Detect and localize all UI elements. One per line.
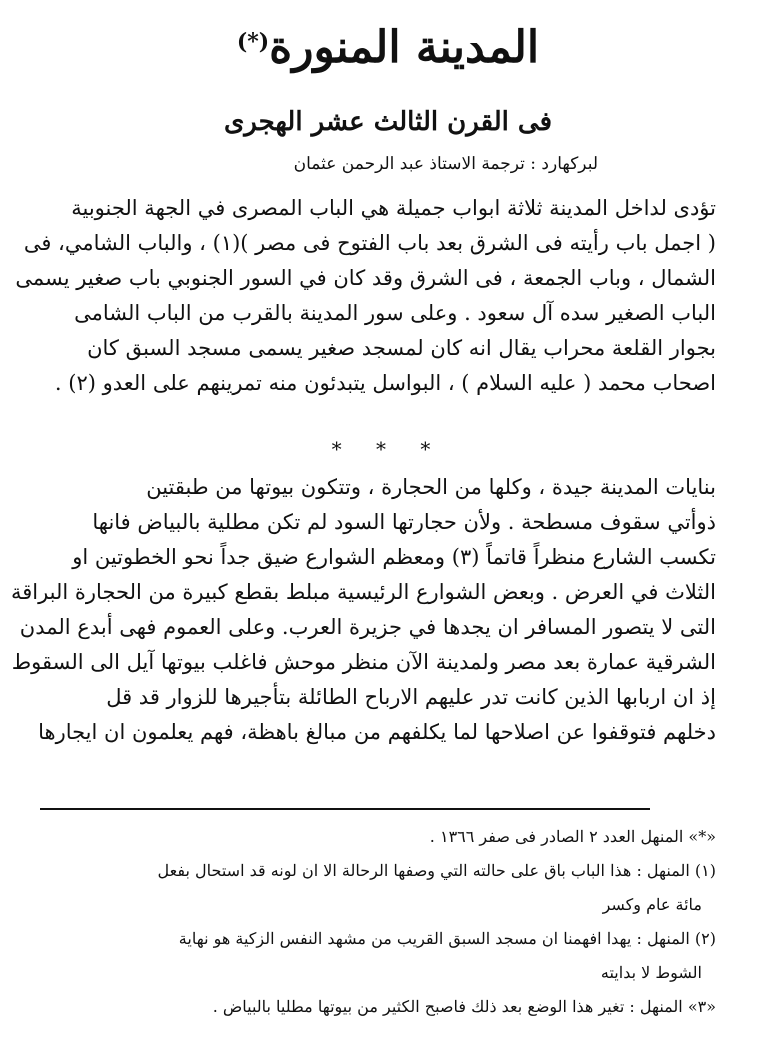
author-translator-byline: لبركهارد : ترجمة الاستاذ عبد الرحمن عثمان (293, 154, 598, 174)
paragraph-line: إذ ان اربابها الذين كانت تدر عليهم الارباح الطائلة بتأجيرها للزوار قد قل (106, 685, 716, 709)
footnote-2-continued: الشوط لا بدايته (600, 963, 702, 982)
footnote-2: (٢) المنهل : يهدا افهمنا ان مسجد السبق القريب من مشهد النفس الزكية هو نهاية (178, 929, 716, 948)
paragraph-line: تكسب الشارع منظراً قاتماً (٣) ومعظم الشوارع ضيق جداً نحو الخطوتين او (72, 545, 716, 569)
paragraph-line: الشرقية عمارة بعد مصر ولمدينة الآن منظر موحش فاغلب بيوتها آيل الى السقوط (11, 650, 716, 674)
paragraph-line: الباب الصغير سده آل سعود . وعلى سور المدينة بالقرب من الباب الشامى (74, 301, 716, 325)
footnotes (56, 820, 716, 1024)
footnote-1-continued: مائة عام وكسر (602, 895, 702, 914)
paragraph-line: ( اجمل باب رأيته فى الشرق بعد باب الفتوح فى مصر )(١) ، والباب الشامي، فى (23, 231, 716, 255)
paragraph-line: بجوار القلعة محراب يقال انه كان لمسجد صغير يسمى مسجد السبق كان (87, 336, 716, 360)
paragraph-line: تؤدى لداخل المدينة ثلاثة ابواب جميلة هي الباب المصرى في الجهة الجنوبية (71, 196, 716, 220)
paragraph-line: بنايات المدينة جيدة ، وكلها من الحجارة ، وتتكون بيوتها من طبقتين (146, 475, 716, 499)
section-separator: * * * (331, 437, 445, 461)
paragraph-city-gates (15, 191, 716, 401)
paragraph-line: اصحاب محمد ( عليه السلام ) ، البواسل يتبدئون منه تمرينهم على العدو (٢) . (54, 371, 716, 395)
paragraph-line: دخلهم فتوقفوا عن اصلاحها لما يكلفهم من مبالغ باهظة، فهم يعلمون ان ايجارها (38, 720, 716, 744)
footnote-divider (40, 808, 650, 810)
paragraph-line: ذوأتي سقوف مسطحة . ولأن حجارتها السود لم تكن مطلية بالبياض فانها (92, 510, 716, 534)
article-title (0, 18, 776, 78)
article-subtitle: فى القرن الثالث عشر الهجرى (223, 107, 553, 137)
title-footnote-mark: (*) (236, 29, 270, 55)
title-text: المدينة المنورة (269, 22, 540, 73)
paragraph-line: الشمال ، وباب الجمعة ، فى الشرق وقد كان في السور الجنوبي باب صغير يسمى (15, 266, 716, 290)
paragraph-line: التى لا يتصور المسافر ان يجدها في جزيرة العرب. وعلى العموم فهى أبدع المدن (19, 615, 716, 639)
paragraph-city-buildings (10, 470, 716, 750)
footnote-1: (١) المنهل : هذا الباب باق على حالته التي وصفها الرحالة الا ان لونه قد استحال بفعل (157, 861, 716, 880)
footnote-source: «*» المنهل العدد ٢ الصادر فى صفر ١٣٦٦ . (429, 827, 716, 846)
paragraph-line: الثلاث في العرض . وبعض الشوارع الرئيسية مبلط بقطع كبيرة من الحجارة البراقة (10, 580, 716, 604)
footnote-3: «٣» المنهل : تغير هذا الوضع بعد ذلك فاصبح الكثير من بيوتها مطليا بالبياض . (212, 997, 716, 1016)
